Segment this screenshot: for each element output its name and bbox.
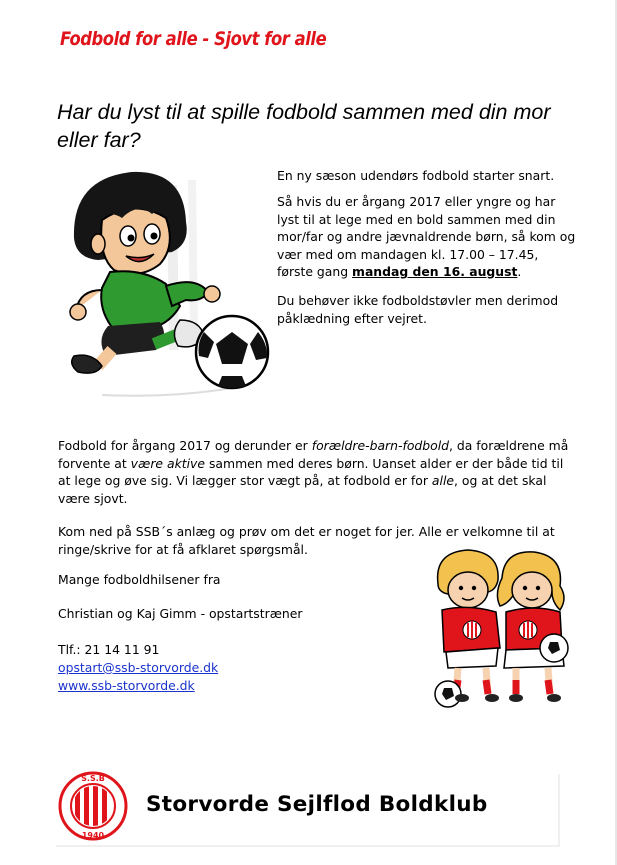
- body-paragraph-2: Kom ned på SSB´s anlæg og prøv om det er noget for jer. Alle er velkomne til at ringe/skrive for at få afklaret spørgsmål.: [58, 524, 555, 557]
- intro-paragraph-1: En ny sæson udendørs fodbold starter snart.: [277, 168, 555, 183]
- body-emphasis: være aktive: [130, 455, 206, 471]
- greeting: Mange fodboldhilsener fra: [58, 572, 221, 587]
- website-link[interactable]: www.ssb-storvorde.dk: [58, 678, 195, 693]
- intro-paragraph-2-end: .: [517, 264, 522, 279]
- logo-text-bottom: 1940: [81, 831, 105, 840]
- logo-text-top: S.S.B: [81, 774, 105, 783]
- phone-number: Tlf.: 21 14 11 91: [58, 642, 160, 657]
- body-emphasis: alle: [431, 473, 455, 488]
- website-link-wrap: [58, 677, 195, 695]
- email-link-wrap: [58, 659, 218, 677]
- intro-paragraph-2: [277, 193, 577, 281]
- boy-football-illustration: [62, 160, 272, 400]
- club-name: Storvorde Sejlflod Boldklub: [146, 792, 488, 817]
- body-text: Fodbold for årgang 2017 og derunder er: [58, 438, 312, 453]
- header-tagline: Fodbold for alle - Sjovt for alle: [60, 28, 327, 50]
- intro-paragraph-2-text: Så hvis du er årgang 2017 eller yngre og har lyst til at lege med en bold sammen med din mor/far og andre jævnaldrende børn, så kom og vær med om mandagen kl. 17.00 – 17.45, første gang: [277, 194, 576, 279]
- body-text: sammen med deres børn. Uanset alder er der både tid til at lege og øve sig. Vi lægger stor vægt på, at fodbold er for: [58, 455, 564, 488]
- kids-football-illustration: [430, 548, 580, 713]
- club-logo: [57, 768, 129, 844]
- page-title: Har du lyst til at spille fodbold sammen med din mor eller far?: [57, 100, 551, 152]
- body-emphasis: forældre-barn-fodbold: [311, 438, 450, 453]
- intro-paragraph-3: Du behøver ikke fodboldstøvler men derimod påklædning efter vejret.: [277, 293, 559, 326]
- email-link[interactable]: opstart@ssb-storvorde.dk: [58, 660, 219, 675]
- body-text: , og at det skal være sjovt.: [58, 473, 547, 506]
- signature-names: Christian og Kaj Gimm - opstartstræner: [58, 606, 303, 621]
- start-date: mandag den 16. august: [352, 264, 518, 279]
- body-paragraph-1: [58, 437, 573, 507]
- body-text: , da forældrene må forvente at: [58, 438, 569, 471]
